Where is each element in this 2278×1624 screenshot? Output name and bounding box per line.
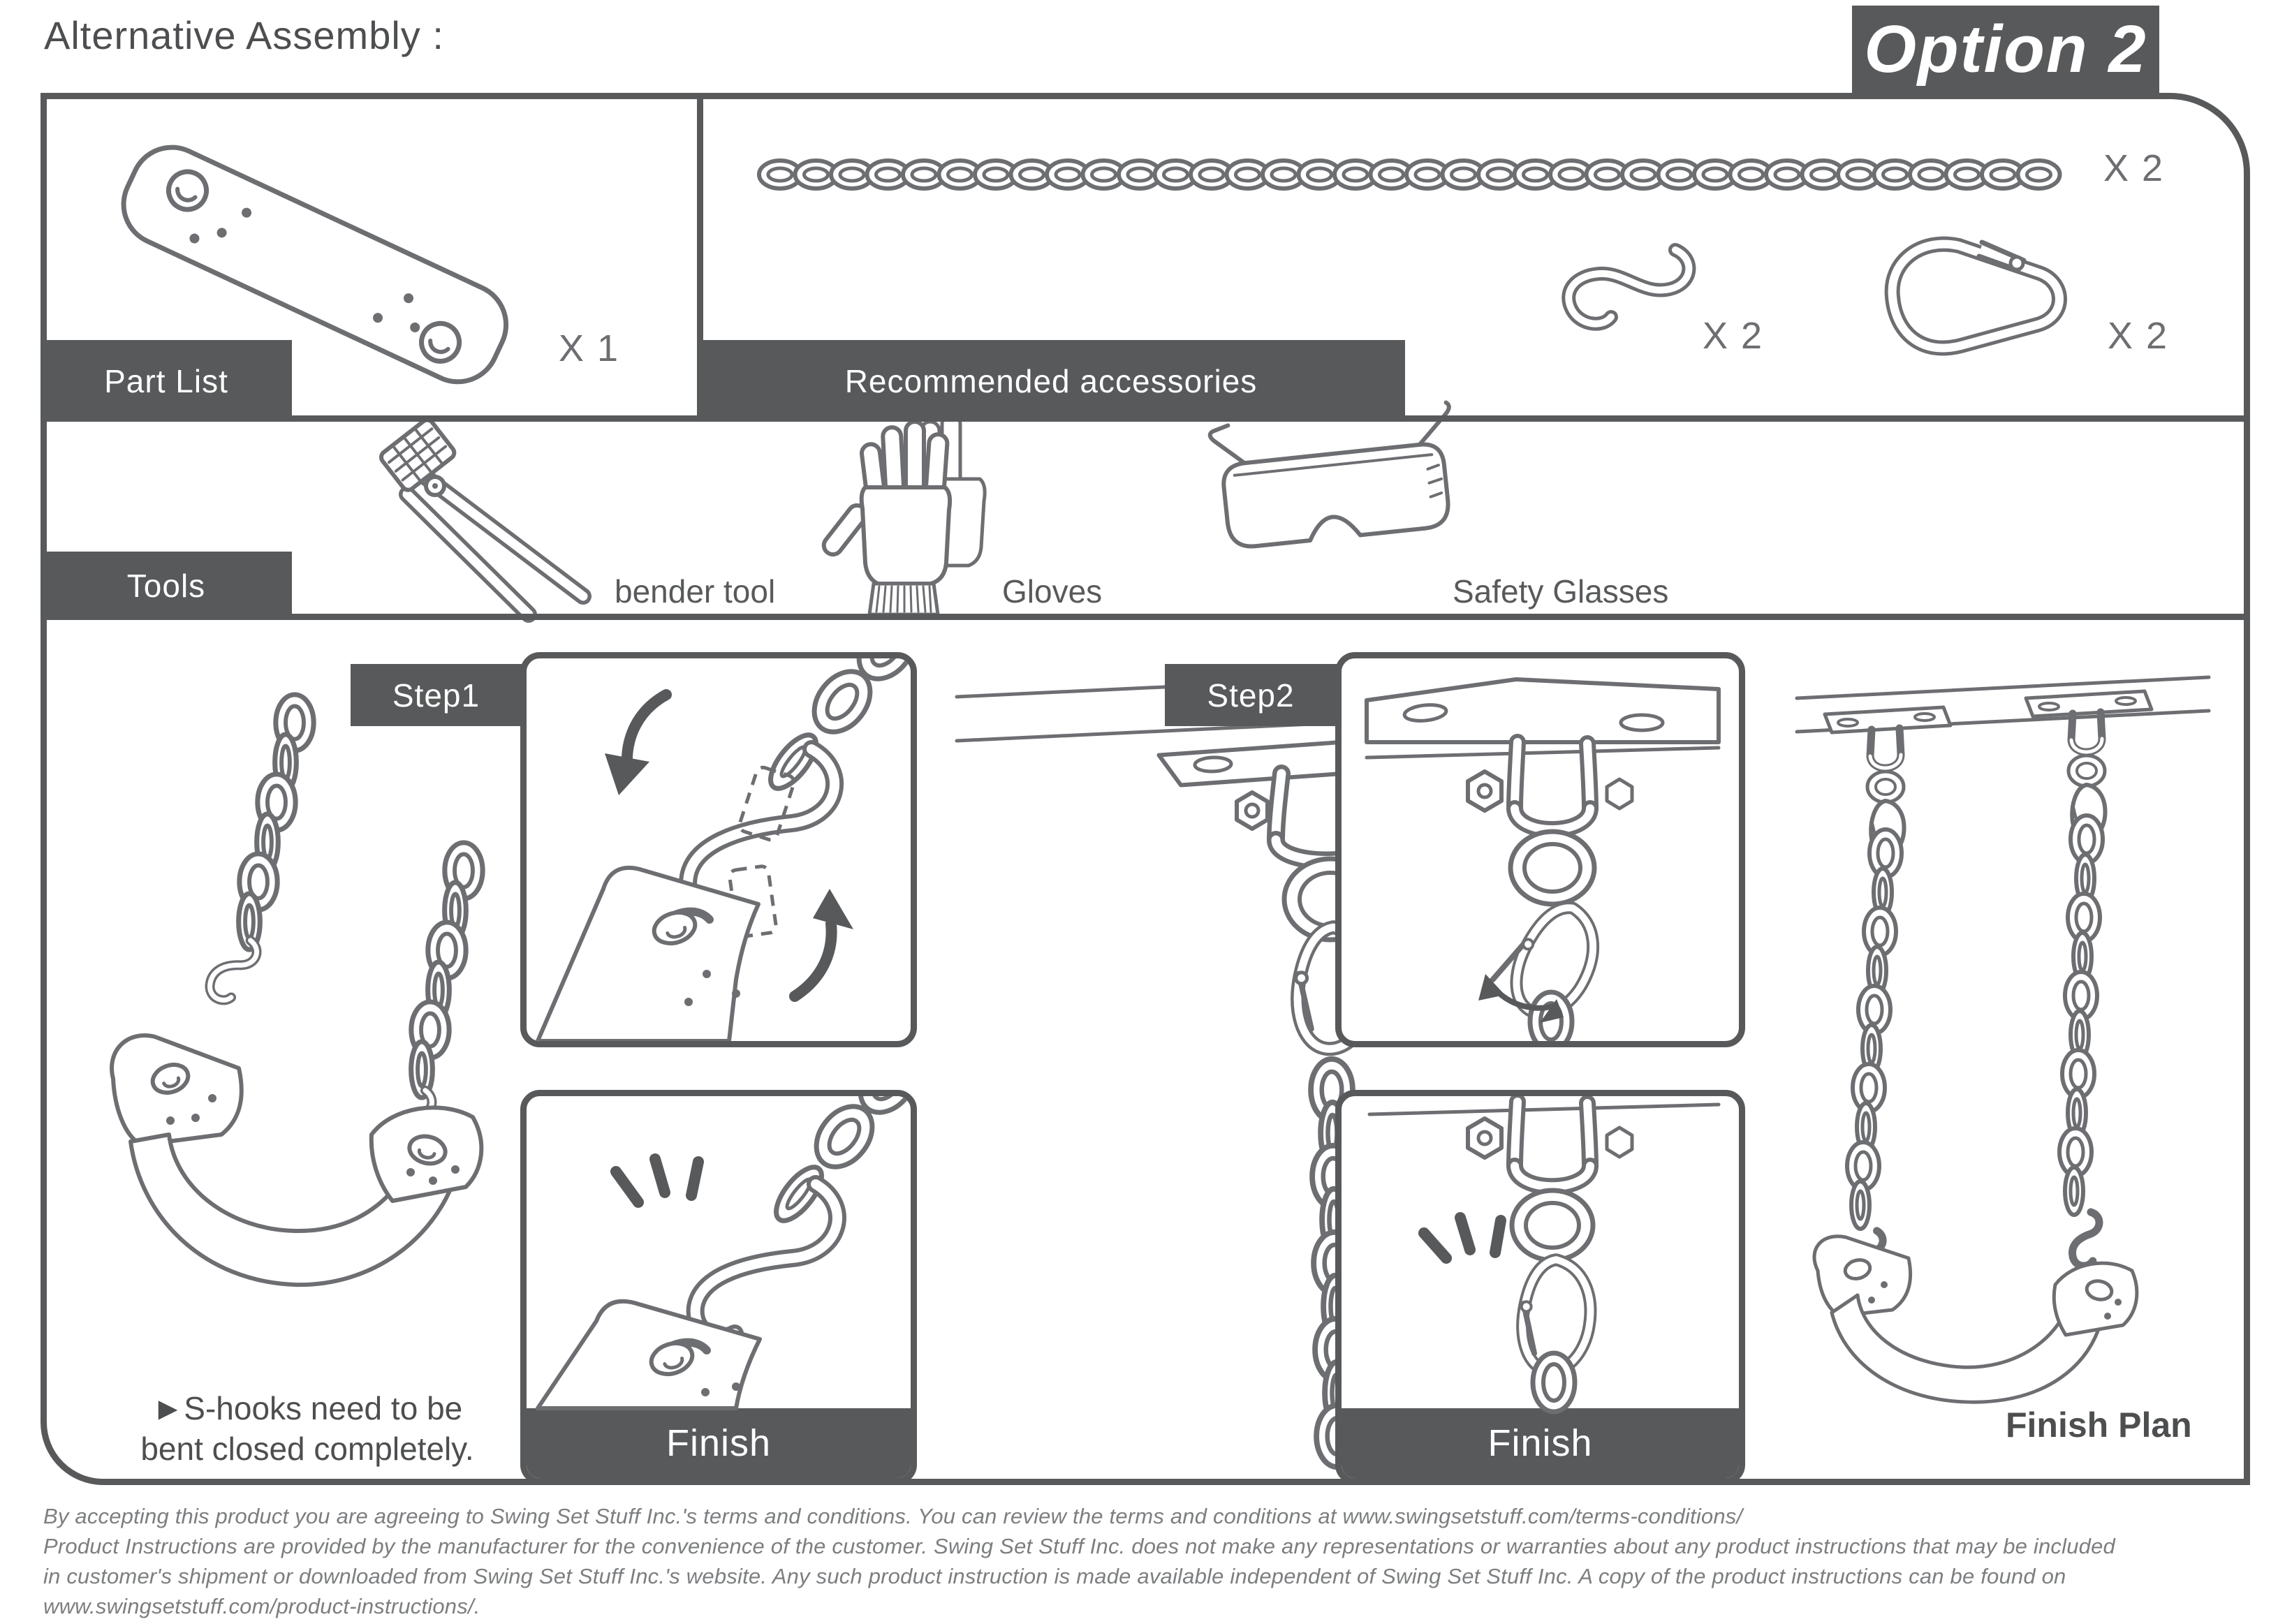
terms-line: Product Instructions are provided by the manufacturer for the convenience of the customer. Swing Set Stuff Inc. does not make any representations or warranties about any product instructions that may be included <box>43 1534 2115 1558</box>
chain-qty: X 2 <box>2103 147 2165 189</box>
terms-line: By accepting this product you are agreeing to Swing Set Stuff Inc.'s terms and conditions. You can review the terms and conditions at www.swingsetstuff.com/terms-conditions/ <box>43 1504 1743 1528</box>
s-hook-qty: X 2 <box>1703 315 1764 357</box>
step1-finish-illustration <box>527 1096 911 1408</box>
step2-detail-box <box>1335 652 1745 1047</box>
terms-line: in customer's shipment or downloaded from Swing Set Stuff Inc.'s website. Any such product instruction is made available independent of Swing Set Stuff Inc. A copy of the product instructions can be found on <box>43 1564 2066 1588</box>
tool-label-bender: bender tool <box>615 573 776 610</box>
chain-icon <box>758 138 2071 211</box>
step1-label: Step1 <box>351 664 522 726</box>
tool-label-gloves: Gloves <box>1002 573 1103 610</box>
terms-text <box>43 1501 2236 1621</box>
step1-hook-detail-illustration <box>527 658 911 1041</box>
s-hook-icon <box>1533 230 1700 339</box>
carabiner-icon <box>1851 206 2088 374</box>
bender-tool-icon <box>353 413 632 623</box>
s-hook-note <box>98 1388 517 1469</box>
option-badge: Option 2 <box>1852 6 2159 94</box>
safety-glasses-icon <box>1196 406 1475 610</box>
step1-swing-illustration <box>64 688 522 1396</box>
step2-finish-label: Finish <box>1342 1408 1739 1478</box>
tools-label: Tools <box>41 552 292 620</box>
seat-qty: X 1 <box>559 327 620 369</box>
accessories-label: Recommended accessories <box>697 340 1405 422</box>
step2-finish-illustration <box>1342 1096 1739 1408</box>
s-hook-note-line2: bent closed completely. <box>140 1431 474 1467</box>
finish-plan-illustration <box>1779 656 2226 1424</box>
s-hook-note-line1: ►S-hooks need to be <box>152 1390 463 1426</box>
part-list-label: Part List <box>41 340 292 422</box>
carabiner-qty: X 2 <box>2108 315 2169 357</box>
tool-label-safety-glasses: Safety Glasses <box>1453 573 1669 610</box>
step2-label: Step2 <box>1165 664 1337 726</box>
step1-detail-box <box>520 652 917 1047</box>
step1-finish-box <box>520 1090 917 1484</box>
finish-plan-label: Finish Plan <box>2006 1405 2192 1445</box>
step2-carabiner-detail-illustration <box>1342 658 1739 1041</box>
step2-finish-box <box>1335 1090 1745 1484</box>
step1-finish-label: Finish <box>527 1408 911 1478</box>
terms-line: www.swingsetstuff.com/product-instructions/. <box>43 1594 480 1618</box>
page-title: Alternative Assembly : <box>44 13 444 57</box>
divider-row2-row3 <box>41 614 2250 620</box>
